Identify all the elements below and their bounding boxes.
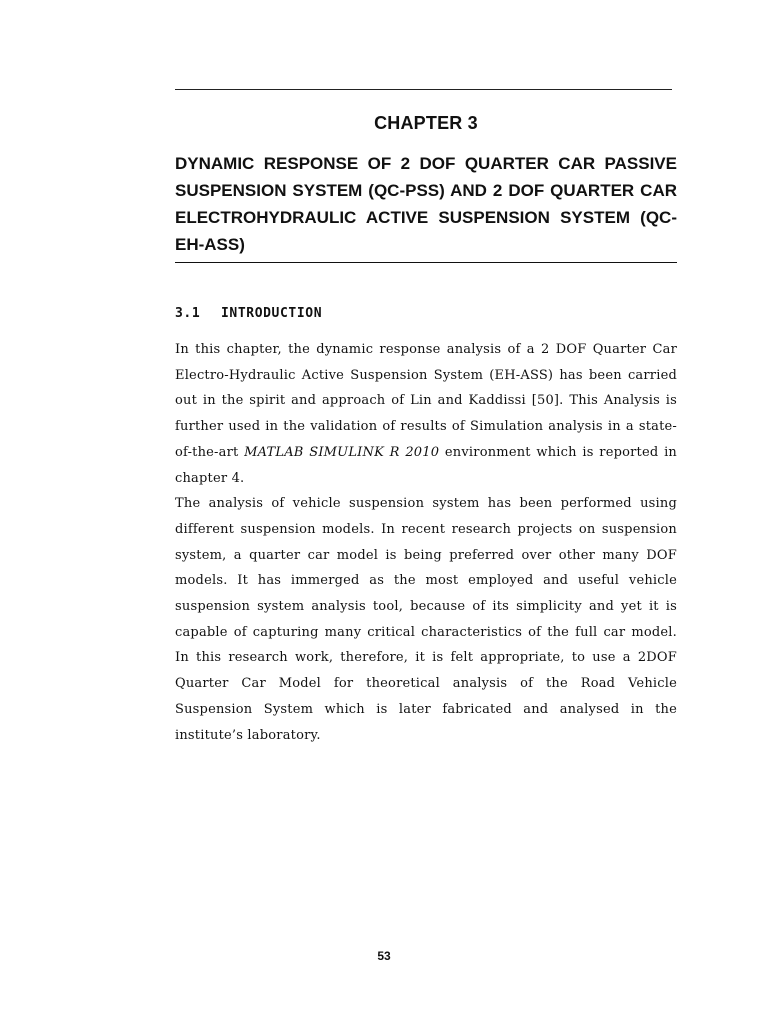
body-text	[175, 337, 677, 748]
paragraph-1-text-a: In this chapter, the dynamic response analysis of a 2 DOF Quarter Car Electro-Hydraulic Active Suspension System (EH-ASS) has been carried out in the spirit and approach of Lin and Kaddissi [50]. This Analysis is further used in the validation of results of Simulation analysis in a state-of-the-art	[175, 342, 677, 460]
page-number: 53	[377, 949, 391, 963]
chapter-title: DYNAMIC RESPONSE OF 2 DOF QUARTER CAR PASSIVE SUSPENSION SYSTEM (QC-PSS) AND 2 DOF QUARTER CAR ELECTROHYDRAULIC ACTIVE SUSPENSION SYSTEM (QC-EH-ASS)	[175, 154, 677, 254]
title-underline-rule	[175, 262, 677, 263]
paragraph-2: The analysis of vehicle suspension system has been performed using different suspension models. In recent research projects on suspension system, a quarter car model is being preferred over other many DOF models. It has immerged as the most employed and useful vehicle suspension system analysis tool, because of its simplicity and yet it is capable of capturing many critical characteristics of the full car model. In this research work, therefore, it is felt appropriate, to use a 2DOF Quarter Car Model for theoretical analysis of the Road Vehicle Suspension System which is later fabricated and analysed in the institute’s laboratory.	[175, 496, 677, 743]
section-title: INTRODUCTION	[221, 306, 323, 321]
section-heading	[175, 306, 322, 321]
software-name-italic: MATLAB SIMULINK R 2010	[244, 444, 440, 460]
chapter-label: CHAPTER 3	[374, 113, 478, 133]
section-number: 3.1	[175, 306, 201, 321]
paragraph-1	[175, 337, 677, 491]
paragraph-1-text-b: environment which is reported in chapter 4.	[175, 444, 677, 486]
header-rule	[175, 89, 672, 90]
